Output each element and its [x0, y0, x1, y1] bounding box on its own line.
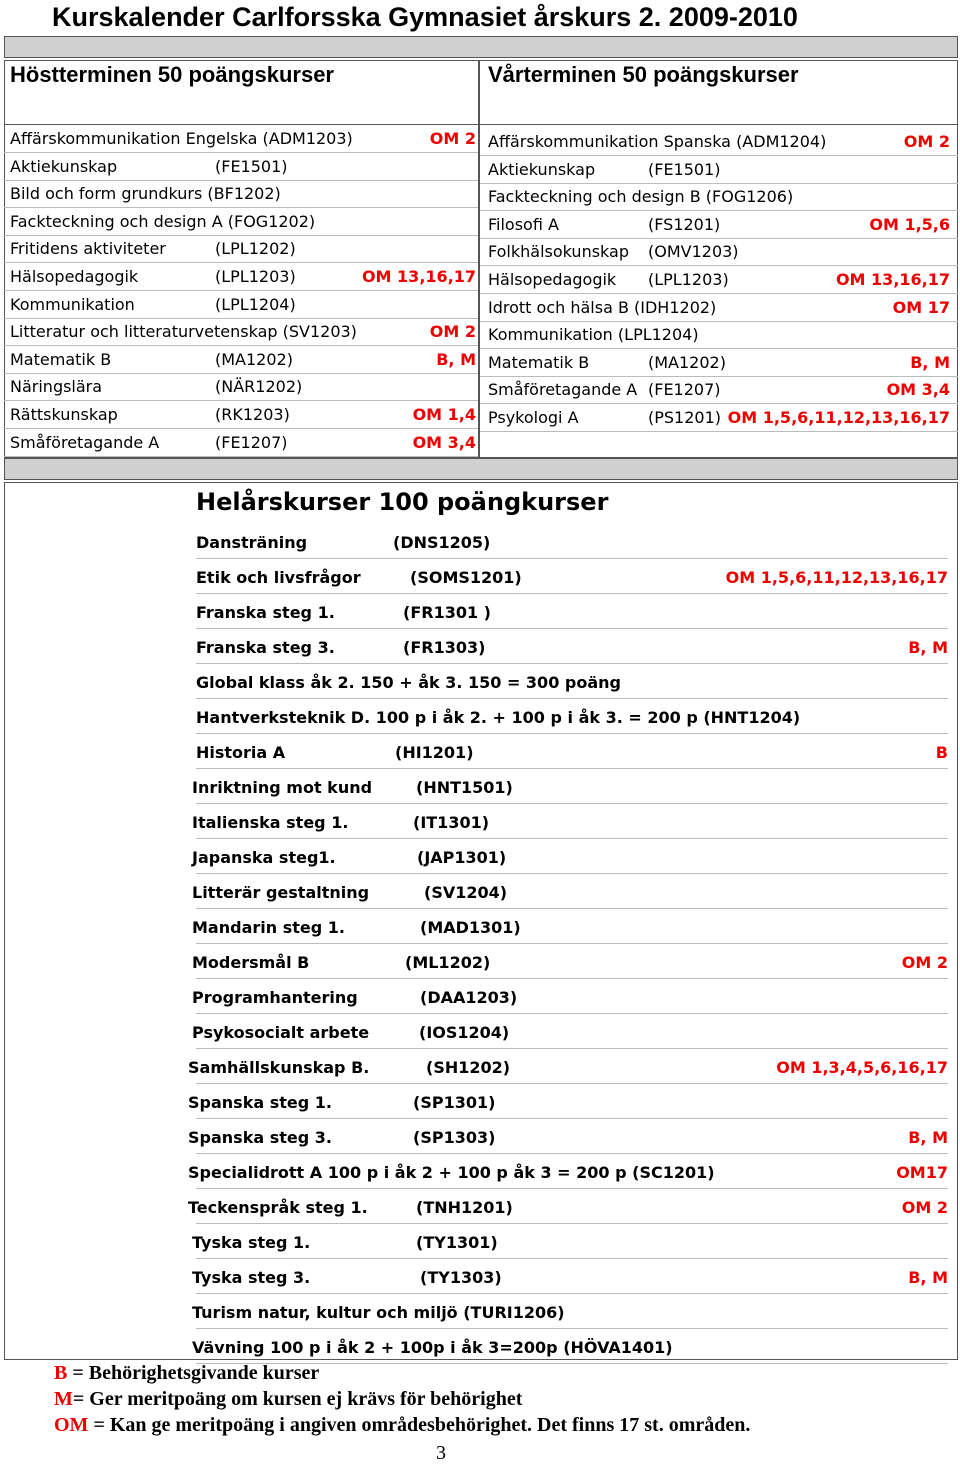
- course-row: [488, 297, 950, 319]
- course-code: (SV1204): [424, 883, 508, 902]
- course-mark: OM 2: [901, 953, 948, 972]
- course-name: Franska steg 1.: [196, 603, 335, 622]
- row-rule: [196, 1083, 948, 1084]
- page-number: 3: [436, 1442, 446, 1464]
- course-name: Italienska steg 1.: [192, 813, 349, 832]
- yearlong-row: [0, 882, 960, 904]
- course-code: (MAD1301): [420, 918, 521, 937]
- course-code: (FS1201): [648, 214, 721, 234]
- row-rule: [196, 1048, 948, 1049]
- course-mark: OM 2: [903, 132, 950, 151]
- course-row: [488, 186, 950, 208]
- course-name: Litteratur och litteraturvetenskap (SV1203): [10, 322, 357, 342]
- course-mark: OM 13,16,17: [835, 270, 950, 289]
- course-mark: OM 3,4: [412, 432, 476, 452]
- course-code: (LPL1204): [215, 294, 296, 314]
- row-rule: [4, 428, 478, 429]
- course-mark: OM 2: [429, 129, 476, 148]
- row-rule: [196, 803, 948, 804]
- course-code: (NÄR1202): [215, 377, 303, 397]
- course-row: [488, 379, 950, 401]
- row-rule: [196, 593, 948, 594]
- yearlong-row: [0, 1022, 960, 1044]
- course-name: Matematik B: [488, 352, 590, 372]
- course-mark: OM 1,3,4,5,6,16,17: [776, 1058, 948, 1077]
- row-rule: [196, 628, 948, 629]
- course-code: (TNH1201): [416, 1198, 513, 1217]
- legend-key: B: [54, 1362, 68, 1384]
- legend-key: OM: [54, 1414, 89, 1436]
- row-rule: [4, 400, 478, 401]
- row-rule: [196, 1118, 948, 1119]
- course-row: [488, 407, 950, 429]
- course-code: (RK1203): [215, 405, 290, 424]
- yearlong-row: [0, 952, 960, 974]
- course-mark: B, M: [908, 638, 948, 657]
- row-rule: [480, 293, 958, 294]
- row-rule: [4, 318, 478, 319]
- row-rule: [480, 403, 958, 404]
- row-rule: [4, 152, 478, 153]
- course-name: Teckenspråk steg 1.: [188, 1198, 368, 1217]
- course-row: [488, 241, 950, 263]
- row-rule: [196, 1328, 948, 1329]
- course-row: [10, 349, 476, 371]
- course-name: Psykosocialt arbete: [192, 1023, 370, 1042]
- course-row: [488, 352, 950, 374]
- course-row: [488, 324, 950, 346]
- yearlong-row: [0, 812, 960, 834]
- yearlong-row: [0, 1302, 960, 1324]
- row-rule: [4, 262, 478, 263]
- row-rule: [480, 348, 958, 349]
- course-row: [10, 432, 476, 454]
- course-mark: OM 1,5,6: [869, 214, 950, 234]
- row-rule: [196, 1293, 948, 1294]
- course-name: Rättskunskap: [10, 405, 118, 424]
- yearlong-row: [0, 602, 960, 624]
- course-row: [488, 159, 950, 181]
- course-name: Fackteckning och design B (FOG1206): [488, 187, 794, 207]
- course-name: Psykologi A: [488, 408, 579, 427]
- course-code: (HNT1501): [416, 778, 513, 797]
- course-code: (IOS1204): [419, 1023, 510, 1042]
- course-name: Hälsopedagogik: [488, 270, 617, 289]
- course-name: Etik och livsfrågor: [196, 568, 361, 587]
- row-rule: [480, 210, 958, 211]
- course-name: Småföretagande A: [10, 432, 160, 452]
- row-rule: [196, 838, 948, 839]
- spring-heading: Vårterminen 50 poängskurser: [488, 62, 799, 87]
- course-name: Tyska steg 1.: [192, 1233, 311, 1252]
- yearlong-row: [0, 637, 960, 659]
- course-mark: OM 3,4: [886, 380, 950, 400]
- term-divider: [478, 60, 480, 458]
- row-rule: [480, 155, 958, 156]
- legend-text: = Behörighetsgivande kurser: [67, 1362, 320, 1384]
- course-name: Kommunikation: [10, 294, 135, 314]
- course-code: (DNS1205): [393, 533, 491, 552]
- course-mark: B, M: [436, 349, 476, 369]
- course-name: Modersmål B: [192, 953, 310, 972]
- row-rule: [480, 183, 958, 184]
- yearlong-row: [0, 987, 960, 1009]
- course-name: Historia A: [196, 743, 286, 762]
- course-name: Småföretagande A: [488, 380, 638, 400]
- row-rule: [196, 1258, 948, 1259]
- course-mark: B, M: [910, 352, 950, 372]
- course-row: [488, 214, 950, 236]
- course-row: [10, 128, 476, 150]
- course-name: Bild och form grundkurs (BF1202): [10, 184, 281, 204]
- row-rule: [196, 978, 948, 979]
- course-name: Turism natur, kultur och miljö (TURI1206): [192, 1303, 565, 1322]
- row-rule: [196, 698, 948, 699]
- row-rule: [196, 1223, 948, 1224]
- yearlong-row: [0, 532, 960, 554]
- yearlong-row: [0, 1197, 960, 1219]
- course-name: Idrott och hälsa B (IDH1202): [488, 297, 717, 317]
- course-row: [10, 211, 476, 233]
- yearlong-row: [0, 1127, 960, 1149]
- course-code: (MA1202): [215, 349, 293, 369]
- yearlong-row: [0, 847, 960, 869]
- course-code: (SH1202): [426, 1058, 511, 1077]
- course-code: (DAA1203): [420, 988, 518, 1007]
- row-rule: [196, 908, 948, 909]
- course-mark: B, M: [908, 1268, 948, 1287]
- course-name: Aktiekunskap: [10, 156, 118, 176]
- course-name: Vävning 100 p i åk 2 + 100p i åk 3=200p (HÖVA1401): [192, 1338, 673, 1357]
- row-rule: [196, 768, 948, 769]
- row-rule: [4, 207, 478, 208]
- legend-text: = Ger meritpoäng om kursen ej krävs för behörighet: [72, 1388, 523, 1410]
- row-rule: [196, 1153, 948, 1154]
- course-name: Fritidens aktiviteter: [10, 239, 166, 259]
- course-mark: OM 2: [901, 1198, 948, 1217]
- course-mark: OM 2: [429, 322, 476, 342]
- course-mark: OM 17: [892, 297, 950, 317]
- course-code: (FR1303): [403, 638, 486, 657]
- row-rule: [480, 238, 958, 239]
- row-rule: [4, 235, 478, 236]
- page-title: Kurskalender Carlforsska Gymnasiet årskurs 2. 2009-2010: [52, 2, 798, 32]
- course-code: (LPL1203): [215, 267, 296, 286]
- course-code: (MA1202): [648, 352, 726, 372]
- course-code: (LPL1202): [215, 239, 296, 259]
- course-code: (OMV1203): [648, 242, 739, 262]
- course-name: Aktiekunskap: [488, 159, 596, 179]
- course-row: [10, 321, 476, 343]
- row-rule: [480, 321, 958, 322]
- course-row: [10, 266, 476, 288]
- row-rule: [480, 431, 958, 432]
- yearlong-row: [0, 1057, 960, 1079]
- course-row: [10, 183, 476, 205]
- yearlong-row: [0, 1337, 960, 1359]
- yearlong-row: [0, 1232, 960, 1254]
- course-name: Kommunikation (LPL1204): [488, 325, 699, 345]
- autumn-heading: Höstterminen 50 poängskurser: [10, 62, 334, 87]
- course-row: [488, 269, 950, 291]
- yearlong-row: [0, 672, 960, 694]
- row-rule: [4, 456, 478, 457]
- legend-text: = Kan ge meritpoäng i angiven områdesbehörighet. Det finns 17 st. områden.: [88, 1414, 751, 1436]
- course-name: Affärskommunikation Spanska (ADM1204): [488, 132, 827, 151]
- course-code: (TY1301): [416, 1233, 498, 1252]
- course-name: Dansträning: [196, 533, 308, 552]
- course-name: Global klass åk 2. 150 + åk 3. 150 = 300 poäng: [196, 673, 621, 692]
- course-code: (FE1501): [215, 156, 288, 176]
- yearlong-heading: Helårskurser 100 poängkurser: [196, 488, 609, 516]
- row-rule: [4, 290, 478, 291]
- middle-gray-band: [4, 458, 958, 480]
- course-mark: OM 1,4: [412, 405, 476, 424]
- course-code: (SP1303): [413, 1128, 496, 1147]
- row-rule: [4, 373, 478, 374]
- legend-key: M: [54, 1388, 73, 1410]
- course-name: Spanska steg 1.: [188, 1093, 332, 1112]
- row-rule: [196, 1013, 948, 1014]
- course-code: (SP1301): [413, 1093, 496, 1112]
- row-rule: [196, 1188, 948, 1189]
- course-name: Specialidrott A 100 p i åk 2 + 100 p åk 3 = 200 p (SC1201): [188, 1163, 715, 1182]
- course-code: (SOMS1201): [410, 568, 522, 587]
- course-name: Fackteckning och design A (FOG1202): [10, 211, 316, 231]
- row-rule: [196, 873, 948, 874]
- course-name: Litterär gestaltning: [192, 883, 370, 902]
- course-code: (PS1201): [648, 408, 722, 427]
- course-name: Tyska steg 3.: [192, 1268, 311, 1287]
- course-mark: OM 1,5,6,11,12,13,16,17: [725, 568, 948, 587]
- course-code: (JAP1301): [417, 848, 507, 867]
- course-code: (FE1207): [215, 432, 288, 452]
- course-code: (HI1201): [395, 743, 474, 762]
- course-row: [10, 156, 476, 178]
- course-name: Hälsopedagogik: [10, 267, 139, 286]
- course-mark: OM 1,5,6,11,12,13,16,17: [727, 408, 950, 427]
- course-row: [488, 131, 950, 153]
- legend-row: [54, 1388, 522, 1411]
- course-code: (ML1202): [405, 953, 491, 972]
- yearlong-row: [0, 707, 960, 729]
- course-name: Japanska steg1.: [192, 848, 336, 867]
- course-code: (FE1501): [648, 159, 721, 179]
- course-name: Näringslära: [10, 377, 103, 397]
- course-row: [10, 376, 476, 398]
- yearlong-row: [0, 567, 960, 589]
- yearlong-row: [0, 1092, 960, 1114]
- yearlong-row: [0, 917, 960, 939]
- row-rule: [4, 180, 478, 181]
- course-row: [10, 294, 476, 316]
- row-rule: [196, 943, 948, 944]
- yearlong-row: [0, 742, 960, 764]
- course-name: Mandarin steg 1.: [192, 918, 345, 937]
- course-name: Inriktning mot kund: [192, 778, 373, 797]
- course-mark: OM 13,16,17: [361, 267, 476, 286]
- top-gray-band: [4, 36, 958, 58]
- course-name: Samhällskunskap B.: [188, 1058, 370, 1077]
- course-code: (LPL1203): [648, 270, 729, 289]
- course-row: [10, 404, 476, 426]
- course-code: (IT1301): [413, 813, 490, 832]
- row-rule: [4, 345, 478, 346]
- course-name: Affärskommunikation Engelska (ADM1203): [10, 129, 353, 148]
- row-rule: [196, 558, 948, 559]
- course-mark: OM17: [896, 1163, 948, 1182]
- course-code: (FR1301 ): [403, 603, 491, 622]
- course-name: Matematik B: [10, 349, 112, 369]
- yearlong-row: [0, 1267, 960, 1289]
- row-rule: [196, 663, 948, 664]
- legend-row: [54, 1362, 319, 1385]
- course-name: Hantverksteknik D. 100 p i åk 2. + 100 p i åk 3. = 200 p (HNT1204): [196, 708, 801, 727]
- course-code: (TY1303): [420, 1268, 502, 1287]
- term-header-rule: [4, 124, 958, 125]
- row-rule: [196, 733, 948, 734]
- course-mark: B: [935, 743, 948, 762]
- course-name: Programhantering: [192, 988, 358, 1007]
- row-rule: [480, 376, 958, 377]
- course-name: Franska steg 3.: [196, 638, 335, 657]
- row-rule: [480, 265, 958, 266]
- yearlong-row: [0, 1162, 960, 1184]
- course-name: Spanska steg 3.: [188, 1128, 332, 1147]
- course-name: Filosofi A: [488, 214, 559, 234]
- course-code: (FE1207): [648, 380, 721, 400]
- yearlong-row: [0, 777, 960, 799]
- course-row: [10, 238, 476, 260]
- course-name: Folkhälsokunskap: [488, 242, 629, 262]
- legend-row: [54, 1414, 750, 1437]
- course-mark: B, M: [908, 1128, 948, 1147]
